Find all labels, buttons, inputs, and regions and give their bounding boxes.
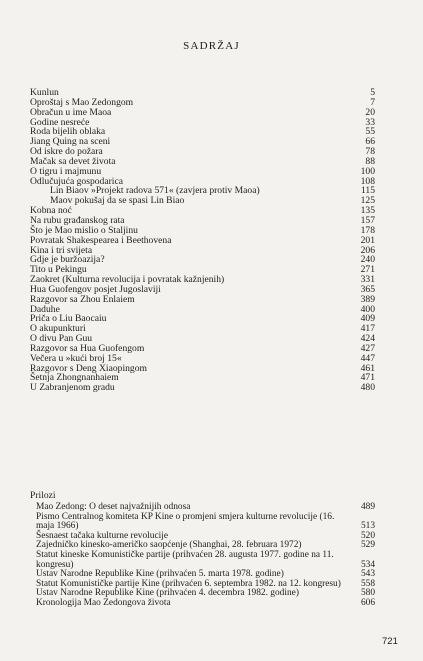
toc-entry-title: Kunlun bbox=[30, 87, 59, 98]
toc-entry-page: 78 bbox=[365, 146, 375, 158]
toc-entry-title: Roda bijelih oblaka bbox=[30, 126, 106, 138]
toc-entry-page: 55 bbox=[365, 126, 375, 138]
toc-entry-page: 461 bbox=[360, 362, 375, 374]
toc-entry-page: 115 bbox=[360, 185, 375, 197]
appendix-entry-page: 489 bbox=[360, 502, 375, 512]
appendix-entry-title: Ustav Narodne Republike Kine (prihvaćen 5. marta 1978. godine) bbox=[36, 569, 284, 580]
toc-entry-page: 471 bbox=[360, 372, 375, 384]
appendix-entry-page: 513 bbox=[360, 521, 375, 532]
toc-entry-page: 240 bbox=[360, 254, 375, 266]
toc-entry-title: Kobna noć bbox=[30, 205, 72, 217]
appendix-entry-page: 529 bbox=[360, 540, 375, 551]
toc-entry-title: Razgovor sa Zhou Enlaiem bbox=[30, 293, 135, 305]
toc-entry-page: 400 bbox=[360, 303, 375, 315]
toc-entry-title: O akupunkturi bbox=[30, 323, 86, 335]
toc-entry-title: Zaokret (Kulturna revolucija i povratak kažnjenih) bbox=[30, 274, 225, 286]
toc-entry-title: Kina i tri svijeta bbox=[30, 244, 93, 256]
toc-entry-title: Razgovor s Deng Xiaopingom bbox=[30, 362, 147, 374]
table-of-contents bbox=[30, 88, 375, 393]
toc-entry-title: Lin Biaov »Projekt radova 571« (zavjera protiv Maoa) bbox=[50, 185, 260, 197]
toc-entry-page: 157 bbox=[360, 214, 375, 226]
appendix-entry-page: 520 bbox=[360, 530, 375, 541]
appendix-entry-title: Pismo Centralnog komiteta KP Kine o promjeni smjera kulturne revolucije (16. maja 1966) bbox=[36, 511, 335, 532]
toc-entry-page: 447 bbox=[360, 352, 375, 364]
toc-entry-title: Jiang Quing na sceni bbox=[30, 136, 111, 148]
appendix-section bbox=[30, 490, 375, 609]
toc-entry-title: Povratak Shakespearea i Beethovena bbox=[30, 234, 172, 246]
appendix-entry-page: 558 bbox=[360, 578, 375, 589]
toc-entry-title: Večera u »kući broj 15« bbox=[30, 352, 122, 364]
appendix-entry-page: 580 bbox=[360, 588, 375, 599]
toc-entry-title: Hua Guofengov posjet Jugoslaviji bbox=[30, 283, 161, 295]
toc-entry-title: Na rubu građanskog rata bbox=[30, 214, 125, 226]
page-number: 721 bbox=[382, 636, 398, 647]
toc-entry-page: 480 bbox=[360, 382, 375, 394]
toc-entry-page: 125 bbox=[360, 195, 375, 207]
toc-entry-page: 100 bbox=[360, 165, 375, 177]
toc-entry-title: Daduhe bbox=[30, 303, 60, 315]
toc-entry-title: Oproštaj s Mao Zedongom bbox=[30, 96, 134, 108]
toc-entry-title: Što je Mao mislio o Staljinu bbox=[30, 224, 138, 236]
appendix-heading: Prilozi bbox=[30, 490, 56, 501]
toc-entry-page: 135 bbox=[360, 205, 375, 217]
page-title: SADRŽAJ bbox=[183, 40, 240, 52]
toc-entry-title: Gdje je buržoazija? bbox=[30, 254, 105, 266]
toc-entry-page: 88 bbox=[365, 155, 375, 167]
toc-entry-page: 20 bbox=[365, 106, 375, 118]
appendix-entry-title: Kronologija Mao Zedongova života bbox=[36, 597, 171, 608]
toc-entry-page: 108 bbox=[360, 175, 375, 187]
toc-entry-page: 33 bbox=[365, 116, 375, 128]
toc-entry-page: 66 bbox=[365, 136, 375, 148]
appendix-entry-page: 534 bbox=[360, 559, 375, 570]
toc-entry-title: Maov pokušaj da se spasi Lin Biao bbox=[50, 195, 185, 207]
toc-entry-page: 424 bbox=[360, 333, 375, 345]
toc-entry-title: Odlučujuća gospodarica bbox=[30, 175, 123, 187]
toc-entry bbox=[30, 196, 375, 206]
toc-entry-page: 389 bbox=[360, 293, 375, 305]
appendix-entry bbox=[36, 599, 375, 609]
toc-entry-title: Godine nesreće bbox=[30, 116, 90, 128]
toc-entry-page: 365 bbox=[360, 283, 375, 295]
toc-entry-title: Šetnja Zhongnanhaiem bbox=[30, 372, 119, 384]
toc-entry bbox=[30, 295, 375, 305]
appendix-entry-title: Statut Komunističke partije Kine (prihvaćen 6. septembra 1982. na 12. kongresu) bbox=[36, 578, 341, 589]
appendix-entry-title: Ustav Narodne Republike Kine (prihvaćen 4. decembra 1982. godine) bbox=[36, 588, 299, 599]
appendix-entry-title: Zajedničko kinesko-američko saopćenje (Shanghai, 28. februara 1972) bbox=[36, 540, 302, 551]
toc-entry bbox=[30, 383, 375, 393]
appendix-entry-title: Statut kineske Komunističke partije (prihvaćen 28. augusta 1977. godine na 11. kongresu) bbox=[36, 549, 334, 570]
toc-entry-title: Priča o Liu Baocaiu bbox=[30, 313, 107, 325]
toc-entry-page: 427 bbox=[360, 342, 375, 354]
toc-entry-title: O divu Pan Guu bbox=[30, 333, 93, 345]
toc-entry-page: 201 bbox=[360, 234, 375, 246]
toc-entry-page: 7 bbox=[370, 96, 375, 108]
toc-entry-title: Obračun u ime Maoa bbox=[30, 106, 112, 118]
toc-entry-page: 5 bbox=[370, 87, 375, 98]
appendix-entry-title: Mao Zedong: O deset najvažnijih odnosa bbox=[36, 502, 191, 512]
appendix-entry bbox=[36, 513, 375, 532]
toc-entry-title: Od iskre do požara bbox=[30, 146, 103, 158]
appendix-entry-page: 543 bbox=[360, 569, 375, 580]
appendix-list bbox=[36, 503, 375, 609]
toc-entry-title: U Zabranjenom gradu bbox=[30, 382, 115, 394]
toc-entry-page: 206 bbox=[360, 244, 375, 256]
toc-entry-page: 409 bbox=[360, 313, 375, 325]
appendix-entry bbox=[36, 551, 375, 570]
toc-entry-page: 271 bbox=[360, 264, 375, 276]
toc-entry-page: 331 bbox=[360, 274, 375, 286]
toc-entry-page: 178 bbox=[360, 224, 375, 236]
toc-entry-title: Tito u Pekingu bbox=[30, 264, 87, 276]
appendix-entry-title: Šesnaest tačaka kulturne revolucije bbox=[36, 530, 168, 541]
toc-entry-title: Razgovor sa Hua Guofengom bbox=[30, 342, 145, 354]
toc-entry-title: Mačak sa devet života bbox=[30, 155, 116, 167]
appendix-entry-page: 606 bbox=[360, 597, 375, 608]
toc-entry-title: O tigru i majmunu bbox=[30, 165, 102, 177]
toc-entry-page: 417 bbox=[360, 323, 375, 335]
